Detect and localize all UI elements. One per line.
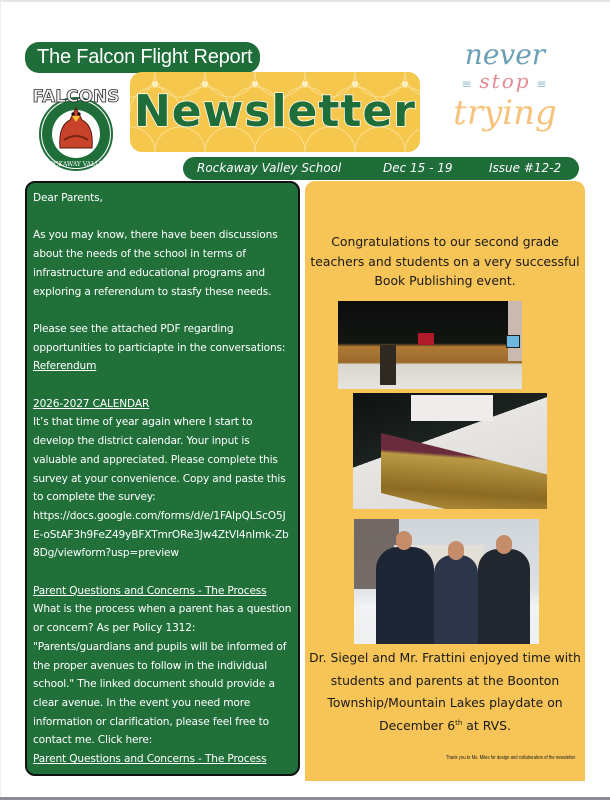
concerns-body: What is the process when a parent has a question or concern? As per Policy 1312: "Parents/guardians and pupils will be informed of the proper avenues to follow in the individual school." The linked document should provide a clear avenue. In the event you need more information or clarification, please feel free to contact me. Click here:	[33, 603, 292, 747]
intro-paragraph: As you may know, there have been discussions about the needs of the school in terms of infrastructure and educational programs and exploring a referendum to stasfy these needs.	[33, 229, 278, 298]
info-bar	[183, 157, 579, 180]
svg-text:ROCKAWAY VALLEY: ROCKAWAY VALLEY	[44, 161, 108, 168]
never-stop-trying-motto	[445, 40, 565, 155]
three-men-snow-photo	[354, 519, 539, 644]
banner-title: Newsletter	[133, 86, 417, 137]
calendar-heading: 2026-2027 CALENDAR	[33, 397, 150, 410]
gymnasium-stage-photo	[338, 301, 522, 389]
report-title: The Falcon Flight Report	[25, 42, 260, 73]
newsletter-banner	[130, 72, 420, 152]
superintendent-letter-panel	[25, 181, 300, 776]
week-dates: Dec 15 - 19	[383, 161, 453, 175]
book-display-tables-photo	[353, 393, 547, 509]
falcons-logo-icon	[30, 80, 122, 172]
calendar-body: It’s that time of year again where I start to develop the district calendar. Your input is valuable and appreciated. Please complete this survey at your convenience. Copy and paste this to complete the survey:	[33, 416, 286, 504]
greeting: Dear Parents,	[33, 192, 103, 204]
motto-line-trying: trying	[453, 93, 557, 133]
issue-number: Issue #12-2	[489, 161, 562, 175]
projector-screen-icon	[506, 335, 520, 348]
survey-url[interactable]: https://docs.google.com/forms/d/e/1FAIpQLScO5JE-oStAF3h9FeZ49yBFXTmrORe3Jw4ZtVl4nImk-Zb8Dg/viewform?usp=preview	[33, 509, 289, 560]
motto-line-never: never	[464, 38, 546, 71]
svg-text:FALCONS: FALCONS	[32, 87, 120, 107]
motto-line-stop: ≡ stop ≡	[461, 69, 549, 93]
concerns-heading-link[interactable]: Parent Questions and Concerns - The Process	[33, 584, 267, 597]
referendum-link[interactable]: Referendum	[33, 360, 97, 373]
playdate-caption: Dr. Siegel and Mr. Frattini enjoyed time with students and parents at the Boonton Township/Mountain Lakes playdate on December 6th at RVS.	[309, 650, 581, 733]
school-events-panel	[305, 181, 585, 781]
design-credit: Thank you to Ms. Miles for design and collaboration of the newsletter	[445, 755, 575, 761]
pdf-note: Please see the attached PDF regarding opportunities to particiapte in the conversations:	[33, 322, 286, 354]
concerns-process-link[interactable]: Parent Questions and Concerns - The Process	[33, 753, 267, 766]
school-name: Rockaway Valley School	[197, 161, 342, 175]
book-publishing-headline: Congratulations to our second grade teachers and students on a very successful Book Publishing event.	[310, 234, 580, 288]
